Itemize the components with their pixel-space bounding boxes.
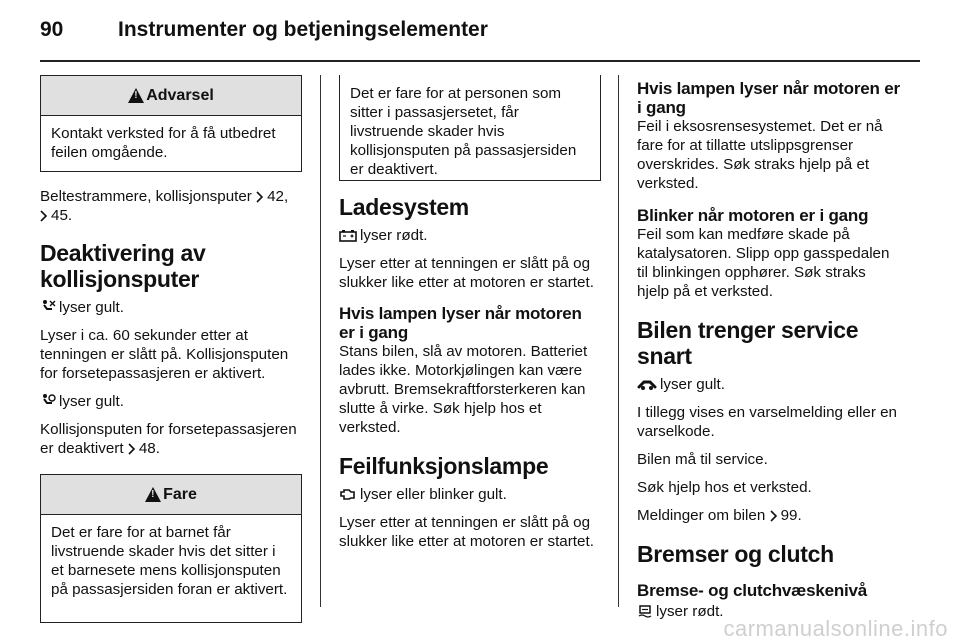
page-header bbox=[40, 18, 920, 58]
lit-heading: Hvis lampen lyser når motoren er i gang bbox=[637, 79, 900, 117]
airbag-on-description: Kollisjonsputen for forsetepassasjeren er deaktivert 48. bbox=[40, 421, 297, 457]
page-title: Instrumenter og betjeningselementer bbox=[118, 18, 488, 41]
airbag-off-icon bbox=[40, 299, 56, 314]
blink-heading: Blinker når motoren er i gang bbox=[637, 206, 869, 225]
danger-box-continued-body: Det er fare for at personen som sitter i passasjersetet, får livstruende skader hvis kollisjonsputen på passasjersiden er deaktivert. bbox=[350, 85, 577, 178]
column-middle bbox=[339, 75, 601, 551]
page-ref-link[interactable]: 45. bbox=[51, 207, 73, 224]
engine-icon bbox=[339, 487, 357, 501]
deactivation-heading: Deaktivering av kollisjonsputer bbox=[40, 240, 206, 292]
ref-arrow-icon bbox=[770, 510, 778, 522]
service-paragraph-3: Søk hjelp hos et verksted. bbox=[637, 479, 812, 496]
column-left bbox=[40, 75, 302, 623]
service-heading: Bilen trenger service snart bbox=[637, 317, 859, 369]
charging-heading: Ladesystem bbox=[339, 194, 469, 220]
mil-description: Lyser etter at tenningen er slått på og slukker like etter at motoren er startet. bbox=[339, 514, 594, 550]
warning-triangle-icon bbox=[128, 88, 144, 103]
header-rule bbox=[40, 60, 920, 62]
charging-description: Lyser etter at tenningen er slått på og slukker like etter at motoren er startet. bbox=[339, 255, 594, 291]
warning-triangle-icon bbox=[145, 487, 161, 502]
warning-box-title: Advarsel bbox=[146, 86, 214, 104]
battery-icon bbox=[339, 229, 357, 242]
brake-fluid-icon bbox=[637, 604, 653, 618]
ref-arrow-icon bbox=[256, 191, 264, 203]
watermark: carmanualsonline.info bbox=[723, 616, 948, 641]
danger-box bbox=[40, 474, 302, 623]
danger-box-body: Det er fare for at barnet får livstruende skader hvis det sitter i et barnesete mens kollisjonsputen på passasjersiden foran er aktivert. bbox=[51, 524, 288, 598]
service-paragraph-2: Bilen må til service. bbox=[637, 451, 768, 468]
airbag-on-icon bbox=[40, 393, 56, 408]
brake-heading: Bremser og clutch bbox=[637, 541, 834, 567]
service-paragraph-1: I tillegg vises en varselmelding eller en varselkode. bbox=[637, 404, 898, 440]
airbag-off-line: lyser gult. bbox=[40, 298, 302, 317]
seatbelt-reference: Beltestrammere, kollisjonsputer 42, 45. bbox=[40, 188, 289, 224]
warning-box-header bbox=[41, 76, 301, 116]
page-ref-link[interactable]: 99. bbox=[780, 507, 802, 524]
page-ref-link[interactable]: 42, bbox=[267, 188, 289, 205]
mil-heading: Feilfunksjonslampe bbox=[339, 453, 549, 479]
warning-box bbox=[40, 75, 302, 172]
brake-sub-heading: Bremse- og clutchvæskenivå bbox=[637, 581, 868, 600]
airbag-off-description: Lyser i ca. 60 sekunder etter at tenningen er slått på. Kollisjonsputen for forsetepassasjeren er aktivert. bbox=[40, 327, 289, 382]
lit-description: Feil i eksosrensesystemet. Det er nå fare for at tillatte utslippsgrenser overskrides. Søk straks hjelp på et verksted. bbox=[637, 118, 883, 192]
service-wrench-icon bbox=[637, 379, 657, 391]
danger-box-continued bbox=[339, 75, 601, 181]
airbag-on-line: lyser gult. bbox=[40, 392, 302, 411]
charging-sub-heading: Hvis lampen lyser når motoren er i gang bbox=[339, 304, 582, 342]
ref-arrow-icon bbox=[128, 443, 136, 455]
service-paragraph-4: Meldinger om bilen 99. bbox=[637, 507, 802, 524]
danger-box-title: Fare bbox=[163, 485, 197, 503]
column-divider bbox=[618, 75, 619, 607]
blink-description: Feil som kan medføre skade på katalysatoren. Slipp opp gasspedalen til blinkingen opphører. Søk straks hjelp på et verksted. bbox=[637, 226, 890, 300]
service-lamp-line: lyser gult. bbox=[637, 375, 901, 394]
brake-lamp-line: lyser rødt. bbox=[637, 602, 901, 621]
warning-box-body: Kontakt verksted for å få utbedret feilen omgående. bbox=[51, 125, 276, 161]
page-number: 90 bbox=[40, 18, 64, 41]
charging-sub-description: Stans bilen, slå av motoren. Batteriet lades ikke. Motorkjølingen kan være avbrutt. Bremsekraftforsterkeren kan slutte å virke. Søk hjelp hos et verksted. bbox=[339, 343, 588, 436]
ref-arrow-icon bbox=[40, 210, 48, 222]
column-divider bbox=[320, 75, 321, 607]
mil-lamp-line: lyser eller blinker gult. bbox=[339, 485, 601, 504]
danger-box-header bbox=[41, 475, 301, 515]
charging-lamp-line: lyser rødt. bbox=[339, 226, 601, 245]
page-ref-link[interactable]: 48. bbox=[138, 440, 160, 457]
column-right bbox=[637, 75, 901, 621]
